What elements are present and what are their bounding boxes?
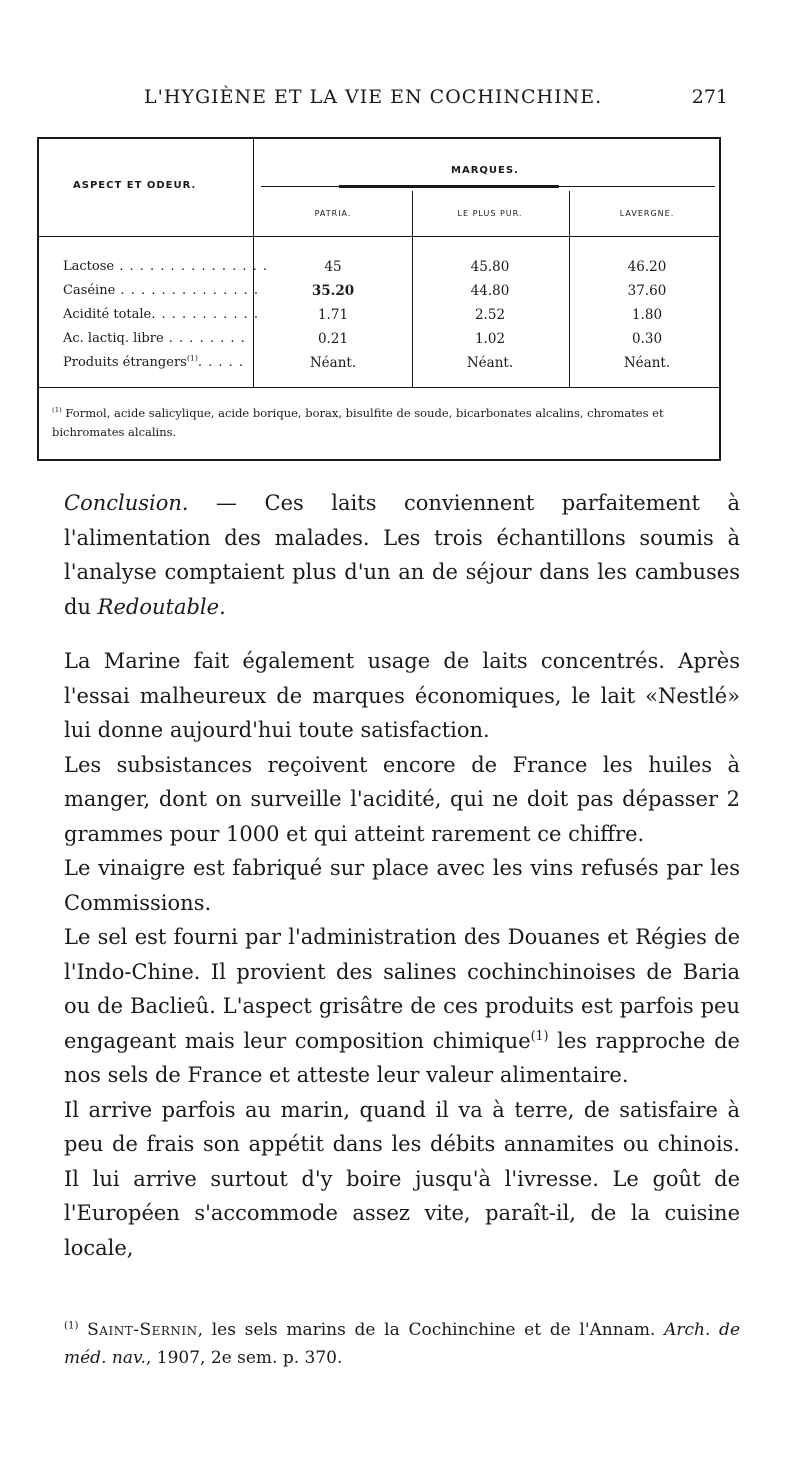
table-cell: 1.80 bbox=[631, 307, 663, 323]
table-cell: Néant. bbox=[309, 355, 357, 371]
header-marques: MARQUES. bbox=[451, 165, 519, 176]
ship-name: Redoutable bbox=[97, 594, 220, 619]
paragraph: Le sel est fourni par l'administration des Douanes et Régies de l'Indo-Chine. Il provient des salines cochinchinoises de Baria ou de Baclieû. L'aspect grisâtre de ces produits est parfois peu engageant mais leur composition chimique$^{(1)}$ les rapproche de nos sels de France et atteste leur valeur alimentaire. bbox=[64, 925, 740, 1087]
running-head bbox=[0, 86, 800, 116]
table-divider bbox=[569, 191, 570, 387]
table-cell: Néant. bbox=[466, 355, 514, 371]
paragraph: Il arrive parfois au marin, quand il va à terre, de satisfaire à peu de frais son appétit dans les débits annamites ou chinois. Il lui arrive surtout d'y boire jusqu'à l'ivresse. Le goût de l'Européen s'accommode assez vite, paraît-il, de la cuisine locale, bbox=[64, 1097, 740, 1260]
table-cell: 44.80 bbox=[470, 283, 510, 299]
table-cell: 46.20 bbox=[627, 259, 667, 275]
table-divider bbox=[412, 191, 413, 387]
header-brand-le-plus-pur: LE PLUS PUR. bbox=[457, 209, 523, 218]
paragraph-conclusion: Conclusion. — Ces laits conviennent parfaitement à l'alimentation des malades. Les trois échantillons soumis à l'analyse comptaient plus d'un an de séjour dans les cambuses du Redoutable. bbox=[64, 491, 740, 619]
body-text bbox=[64, 486, 740, 1265]
table-cell: 0.30 bbox=[631, 331, 663, 347]
milk-analysis-table bbox=[37, 137, 721, 461]
table-cell: 45.80 bbox=[470, 259, 510, 275]
table-cell: 0.21 bbox=[317, 331, 349, 347]
table-cell: 1.71 bbox=[317, 307, 349, 323]
table-footnote: $^{(1)}$ Formol, acide salicylique, acide borique, borax, bisulfite de soude, bicarbonates alcalins, chromates et bichromates alcalins. bbox=[52, 406, 664, 439]
table-cell: 37.60 bbox=[627, 283, 667, 299]
footnote-author: Saint-Sernin bbox=[87, 1320, 198, 1340]
header-brand-patria: PATRIA. bbox=[314, 209, 352, 218]
header-aspect: ASPECT ET ODEUR. bbox=[73, 180, 197, 191]
paragraph: La Marine fait également usage de laits concentrés. Après l'essai malheureux de marques économiques, le lait «Nestlé» lui donne aujourd'hui toute satisfaction. bbox=[64, 649, 740, 742]
table-cell: Néant. bbox=[623, 355, 671, 371]
paragraph: Le vinaigre est fabriqué sur place avec les vins refusés par les Commissions. bbox=[64, 856, 740, 915]
table-rule bbox=[39, 236, 719, 237]
row-label-caseine: Caséine . . . . . . . . . . . . . . bbox=[63, 283, 260, 298]
row-label-produits: Produits étrangers$^{(1)}$. . . . . bbox=[63, 355, 245, 370]
table-rule bbox=[39, 387, 719, 388]
page-footnote: $^{(1)}$ Saint-Sernin, les sels marins de la Cochinchine et de l'Annam. Arch. de méd. nav., 1907, 2e sem. p. 370. bbox=[64, 1320, 741, 1368]
table-cell: 45 bbox=[324, 259, 342, 275]
paragraph: Les subsistances reçoivent encore de France les huiles à manger, dont on surveille l'acidité, qui ne doit pas dépasser 2 grammes pour 1000 et qui atteint rarement ce chiffre. bbox=[64, 752, 740, 846]
row-label-acidite: Acidité totale. . . . . . . . . . . bbox=[63, 307, 260, 322]
row-label-lactose: Lactose . . . . . . . . . . . . . . . bbox=[63, 259, 269, 274]
table-rule bbox=[339, 185, 559, 188]
table-cell: 35.20 bbox=[311, 283, 355, 299]
table-cell: 1.02 bbox=[474, 331, 506, 347]
conclusion-label: Conclusion. bbox=[64, 491, 189, 515]
row-label-ac-lactiq: Ac. lactiq. libre . . . . . . . . bbox=[63, 331, 246, 346]
header-brand-lavergne: LAVERGNE. bbox=[619, 209, 675, 218]
running-title: L'HYGIÈNE ET LA VIE EN COCHINCHINE. bbox=[144, 86, 603, 108]
page-number: 271 bbox=[691, 86, 728, 108]
table-cell: 2.52 bbox=[474, 307, 506, 323]
